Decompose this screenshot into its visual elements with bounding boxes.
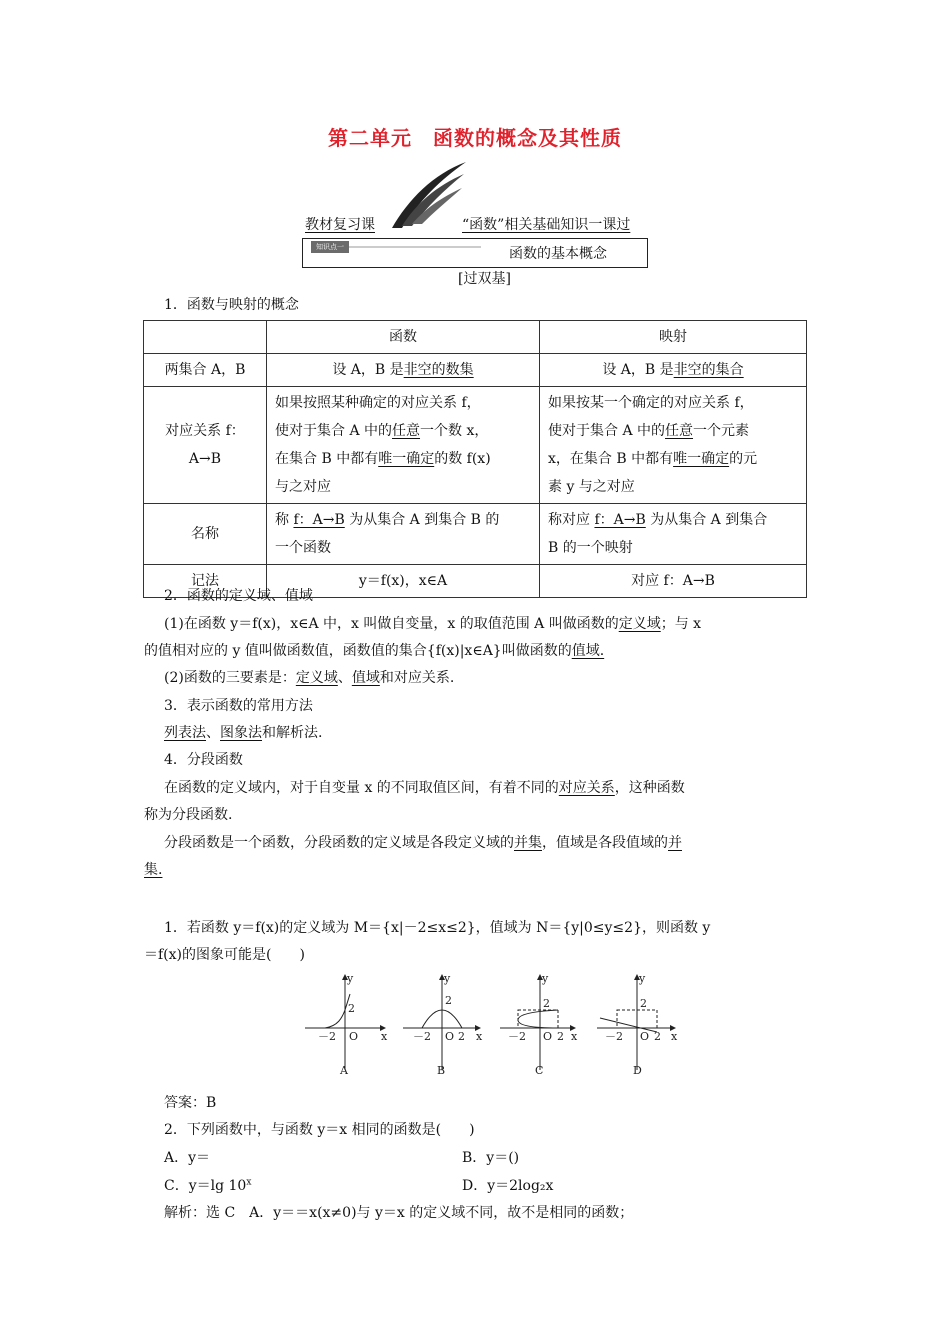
svg-text:y: y (347, 972, 354, 985)
table-row (144, 354, 807, 387)
section-tag: [过双基] (458, 271, 511, 287)
graph-c (500, 975, 575, 1070)
table-header: 映射 (540, 321, 807, 354)
graph-d (597, 975, 675, 1070)
lesson-subtitle: “函数”相关基础知识一课过 (462, 217, 631, 233)
svg-text:2: 2 (640, 997, 647, 1010)
knowledge-point-badge: 知识点一 (311, 241, 349, 253)
paragraph: 称为分段函数. (144, 807, 233, 823)
badge-divider (349, 246, 481, 248)
answer-graphs (300, 970, 690, 1080)
svg-text:x: x (571, 1030, 578, 1043)
option-c: C．y＝lg 10$^x$ (164, 1177, 252, 1194)
svg-text:2: 2 (557, 1030, 564, 1043)
graph-label-b: B (437, 1064, 446, 1077)
graph-label-c: C (535, 1064, 544, 1077)
svg-text:－2: －2 (605, 1030, 623, 1043)
table-cell: y＝f(x)，x∈A (267, 565, 540, 598)
section-3-title: 3．表示函数的常用方法 (164, 698, 313, 714)
svg-text:x: x (381, 1030, 388, 1043)
svg-text:x: x (476, 1030, 483, 1043)
option-d: D．y＝2log₂x (462, 1178, 554, 1194)
table-row (144, 504, 807, 565)
table-cell: 称 f：A→B 为从集合 A 到集合 B 的 一个函数 (267, 504, 540, 565)
table-cell: 称对应 f：A→B 为从集合 A 到集合 B 的一个映射 (540, 504, 807, 565)
table-cell: 如果按某一个确定的对应关系 f， 使对于集合 A 中的任意一个元素 x，在集合 B 中都有唯一确定的元 素 y 与之对应 (540, 387, 807, 504)
paragraph: 列表法、图象法和解析法. (164, 725, 323, 741)
graph-label-a: A (340, 1064, 348, 1077)
svg-text:2: 2 (458, 1030, 465, 1043)
svg-text:y: y (542, 972, 549, 985)
paragraph: 的值相对应的 y 值叫做函数值，函数值的集合{f(x)|x∈A}叫做函数的值域. (144, 643, 605, 659)
page-title: 第二单元 函数的概念及其性质 (328, 126, 622, 150)
paragraph: 集. (144, 862, 163, 878)
svg-text:－2: －2 (413, 1030, 431, 1043)
svg-text:O: O (349, 1030, 359, 1043)
question-1-stem-cont: ＝f(x)的图象可能是( ) (144, 947, 305, 963)
table-cell: 对应 f：A→B (540, 565, 807, 598)
section-1-title: 1．函数与映射的概念 (164, 297, 299, 313)
table-cell: 两集合 A，B (144, 354, 267, 387)
paragraph: (2)函数的三要素是：定义域、值域和对应关系. (164, 670, 455, 686)
paragraph: 在函数的定义域内，对于自变量 x 的不同取值区间，有着不同的对应关系，这种函数 (164, 780, 685, 796)
table-header: 函数 (267, 321, 540, 354)
table-cell: 对应关系 f： A→B (144, 387, 267, 504)
svg-text:y: y (444, 972, 451, 985)
svg-text:－2: －2 (318, 1030, 336, 1043)
question-1-stem: 1．若函数 y＝f(x)的定义域为 M＝{x|－2≤x≤2}，值域为 N＝{y|0≤y≤2}，则函数 y (164, 920, 711, 936)
svg-text:O: O (445, 1030, 455, 1043)
table-cell: 设 A，B 是非空的数集 (267, 354, 540, 387)
lesson-type: 教材复习课 (305, 217, 375, 233)
section-2-title: 2．函数的定义域、值域 (164, 588, 313, 604)
svg-text:2: 2 (543, 997, 550, 1010)
svg-text:2: 2 (654, 1030, 661, 1043)
svg-text:2: 2 (348, 1002, 355, 1015)
knowledge-point-box (302, 238, 648, 268)
graph-a (305, 975, 385, 1070)
knowledge-point-title: 函数的基本概念 (509, 246, 607, 262)
svg-text:－2: －2 (508, 1030, 526, 1043)
svg-text:2: 2 (445, 994, 452, 1007)
table-cell: 名称 (144, 504, 267, 565)
option-b: B．y＝() (462, 1150, 520, 1166)
svg-text:O: O (640, 1030, 650, 1043)
svg-text:O: O (543, 1030, 553, 1043)
question-2-stem: 2．下列函数中，与函数 y＝x 相同的函数是( ) (164, 1122, 475, 1138)
paragraph: 分段函数是一个函数，分段函数的定义域是各段定义域的并集，值域是各段值域的并 (164, 835, 682, 851)
table-cell: 如果按照某种确定的对应关系 f， 使对于集合 A 中的任意一个数 x， 在集合 B 中都有唯一确定的数 f(x) 与之对应 (267, 387, 540, 504)
paragraph: (1)在函数 y＝f(x)，x∈A 中，x 叫做自变量，x 的取值范围 A 叫做函数的定义域；与 x (164, 616, 702, 632)
analysis-text: 解析：选 C A．y＝＝x(x≠0)与 y＝x 的定义域不同，故不是相同的函数； (164, 1205, 634, 1221)
function-mapping-table (143, 320, 807, 598)
answer-text: 答案：B (164, 1095, 217, 1111)
table-cell: 设 A，B 是非空的集合 (540, 354, 807, 387)
svg-text:y: y (639, 972, 646, 985)
graph-label-d: D (633, 1064, 642, 1077)
svg-text:x: x (671, 1030, 678, 1043)
swoosh-logo-icon (388, 160, 468, 230)
graph-b (403, 975, 480, 1070)
option-a: A．y＝ (164, 1150, 211, 1166)
section-4-title: 4．分段函数 (164, 752, 243, 768)
table-cell: 记法 (144, 565, 267, 598)
table-row (144, 321, 807, 354)
table-row (144, 387, 807, 504)
